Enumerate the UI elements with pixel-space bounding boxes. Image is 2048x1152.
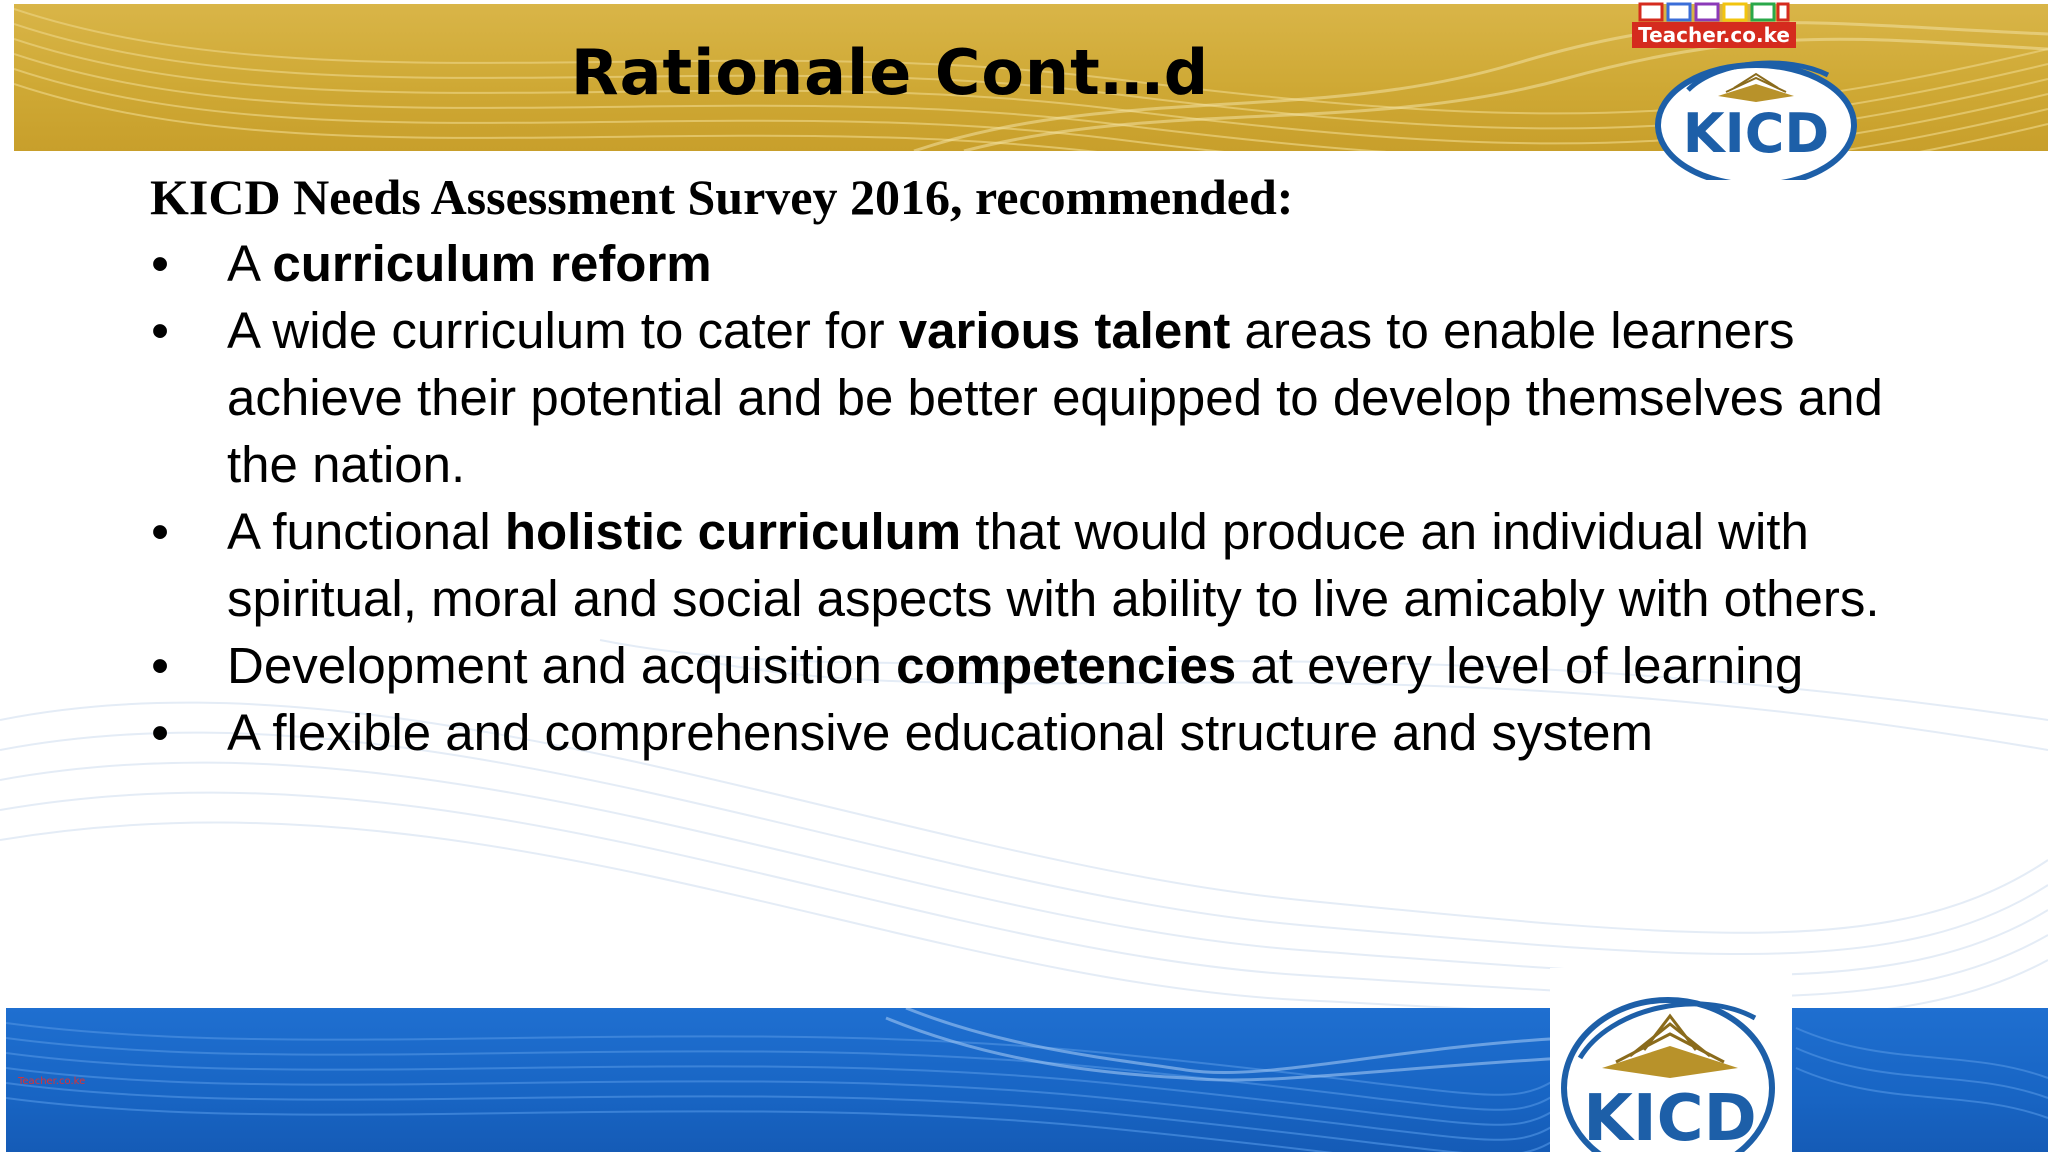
bullet-item bbox=[145, 297, 1905, 498]
kicd-logo-text: KICD bbox=[1583, 1082, 1757, 1152]
subheading: KICD Needs Assessment Survey 2016, recommended: bbox=[150, 169, 1294, 225]
bullet-dot: • bbox=[151, 302, 169, 359]
bullet-text: A flexible and comprehensive educational structure and system bbox=[227, 704, 1653, 761]
teacher-badge-label: Teacher.co.ke bbox=[1632, 22, 1796, 48]
kicd-logo-top bbox=[1648, 30, 1864, 180]
kicd-logo-bottom-box bbox=[1550, 968, 1792, 1152]
bullet-bold-text: curriculum reform bbox=[272, 235, 712, 292]
slide-title: Rationale Cont…d bbox=[570, 36, 1210, 109]
bullet-text: that would produce an individual with spiritual, moral and social aspects with ability to live amicably with others. bbox=[227, 503, 1880, 627]
bullet-item bbox=[145, 498, 1905, 632]
bullet-item bbox=[145, 699, 1905, 766]
bullet-text: A wide curriculum to cater for bbox=[227, 302, 899, 359]
bullet-text: Development and acquisition bbox=[227, 637, 897, 694]
kicd-logo-bottom bbox=[1550, 968, 1792, 1152]
teacher-books-icon bbox=[1638, 2, 1790, 22]
bullet-list bbox=[145, 230, 1905, 766]
bullet-text: A bbox=[227, 235, 273, 292]
bullet-dot: • bbox=[151, 235, 169, 292]
bullet-item bbox=[145, 632, 1905, 699]
bullet-dot: • bbox=[151, 503, 169, 560]
bullet-text: areas to enable learners achieve their potential and be better equipped to develop themselves and the nation. bbox=[227, 302, 1883, 493]
bullet-bold-text: holistic curriculum bbox=[504, 503, 962, 560]
watermark: Teacher.co.ke bbox=[18, 1076, 86, 1087]
bullet-text: A functional bbox=[227, 503, 505, 560]
kicd-logo-text: KICD bbox=[1682, 102, 1830, 165]
bullet-text: at every level of learning bbox=[1236, 637, 1804, 694]
bullet-item bbox=[145, 230, 1905, 297]
bullet-bold-text: various talent bbox=[898, 302, 1231, 359]
bullet-bold-text: competencies bbox=[896, 637, 1237, 694]
bullet-dot: • bbox=[151, 704, 169, 761]
bullet-dot: • bbox=[151, 637, 169, 694]
